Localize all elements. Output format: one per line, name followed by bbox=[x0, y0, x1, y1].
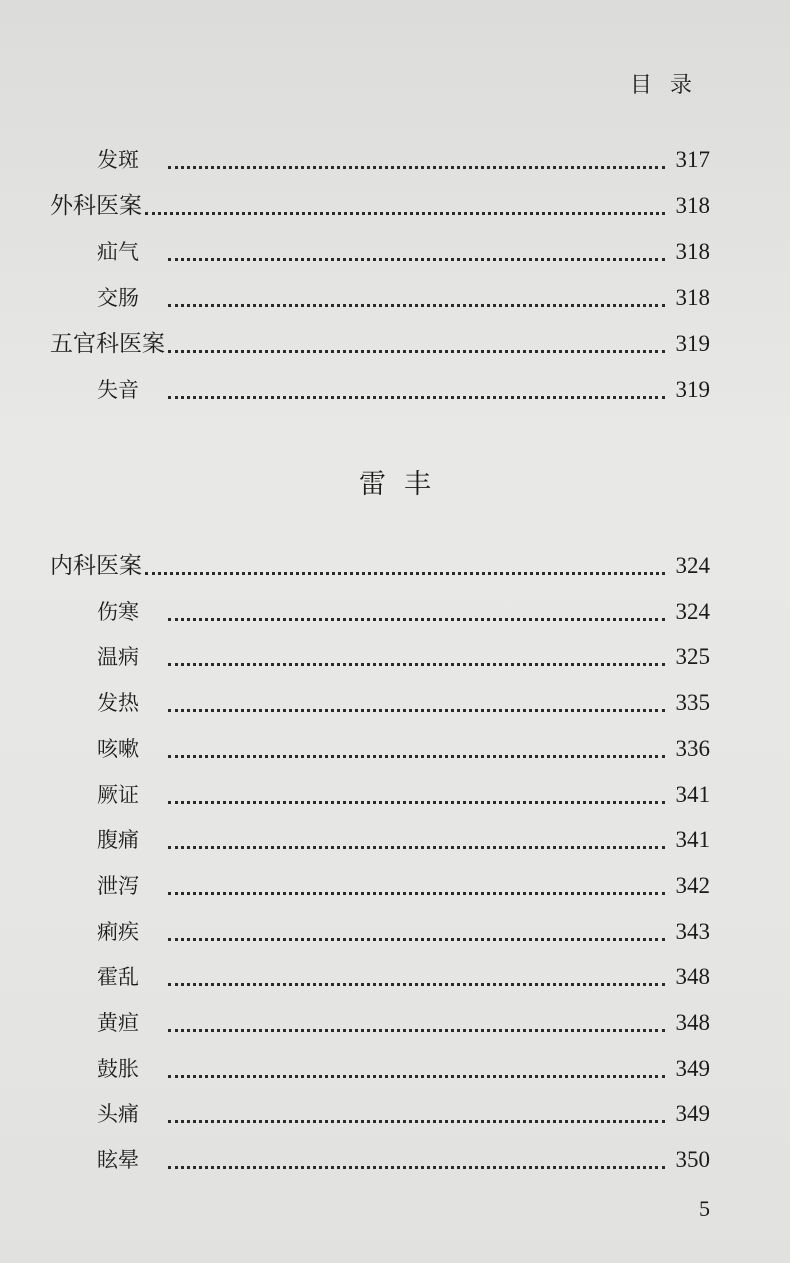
toc-entry-title: 交肠 bbox=[97, 286, 139, 310]
dot-leader bbox=[168, 663, 665, 666]
dot-leader bbox=[168, 1166, 665, 1169]
toc-entry-title: 温病 bbox=[97, 645, 139, 670]
toc-entry-title: 发热 bbox=[97, 691, 139, 716]
dot-leader bbox=[168, 1075, 665, 1078]
author-heading: 雷丰 bbox=[359, 469, 449, 500]
toc-entry-title: 黄疸 bbox=[97, 1011, 139, 1035]
dot-leader bbox=[168, 1120, 665, 1123]
toc-entry-page: 350 bbox=[675, 1147, 710, 1173]
toc-entry-title: 痢疾 bbox=[97, 919, 139, 944]
toc-entry bbox=[0, 637, 790, 677]
dot-leader bbox=[145, 212, 665, 215]
toc-entry-page: 319 bbox=[675, 377, 710, 402]
toc-entry-page: 318 bbox=[675, 285, 710, 310]
toc-entry-title: 外科医案 bbox=[50, 193, 142, 219]
dot-leader bbox=[168, 755, 665, 758]
toc-entry-title: 头痛 bbox=[97, 1102, 139, 1127]
toc-entry-page: 341 bbox=[675, 781, 710, 807]
toc-entry bbox=[0, 1094, 790, 1134]
toc-entry-title: 厥证 bbox=[97, 782, 139, 807]
toc-entry bbox=[0, 1049, 790, 1089]
toc-entry bbox=[0, 912, 790, 952]
toc-entry bbox=[0, 1003, 790, 1043]
toc-entry-page: 348 bbox=[675, 1010, 710, 1035]
dot-leader bbox=[168, 983, 665, 986]
toc-entry-page: 341 bbox=[675, 827, 710, 853]
toc-entry-page: 318 bbox=[675, 239, 710, 264]
page-number: 5 bbox=[699, 1196, 710, 1221]
toc-entry bbox=[0, 775, 790, 815]
dot-leader bbox=[168, 709, 665, 712]
dot-leader bbox=[168, 892, 665, 895]
toc-entry-title: 腹痛 bbox=[97, 828, 139, 853]
dot-leader bbox=[168, 1029, 665, 1032]
toc-entry-page: 349 bbox=[675, 1101, 710, 1127]
toc-entry-page: 317 bbox=[675, 147, 710, 172]
toc-entry bbox=[0, 957, 790, 997]
toc-entry-page: 318 bbox=[675, 193, 710, 218]
dot-leader bbox=[168, 166, 665, 169]
dot-leader bbox=[168, 258, 665, 261]
toc-entry-page: 343 bbox=[675, 918, 710, 944]
toc-entry bbox=[0, 592, 790, 632]
toc-entry-title: 泄泻 bbox=[97, 873, 139, 898]
toc-entry-title: 疝气 bbox=[97, 240, 139, 264]
dot-leader bbox=[168, 396, 665, 399]
toc-entry bbox=[0, 232, 790, 272]
toc-entry-page: 349 bbox=[675, 1055, 710, 1081]
toc-entry-title: 鼓胀 bbox=[97, 1056, 139, 1081]
toc-entry-title: 霍乱 bbox=[97, 965, 139, 990]
toc-entry-title: 发斑 bbox=[97, 148, 139, 172]
toc-entry bbox=[0, 324, 790, 364]
toc-entry bbox=[0, 820, 790, 860]
dot-leader bbox=[168, 846, 665, 849]
dot-leader bbox=[145, 572, 665, 575]
toc-entry-page: 325 bbox=[675, 644, 710, 670]
dot-leader bbox=[168, 618, 665, 621]
toc-entry bbox=[0, 729, 790, 769]
toc-entry-page: 336 bbox=[675, 735, 710, 761]
dot-leader bbox=[168, 801, 665, 804]
toc-entry-page: 324 bbox=[675, 553, 710, 578]
toc-entry-page: 335 bbox=[675, 690, 710, 716]
toc-entry bbox=[0, 683, 790, 723]
toc-entry-page: 348 bbox=[675, 964, 710, 990]
toc-entry-title: 咳嗽 bbox=[97, 736, 139, 761]
toc-entry bbox=[0, 546, 790, 586]
dot-leader bbox=[168, 304, 665, 307]
dot-leader bbox=[168, 938, 665, 941]
running-header: 目录 bbox=[629, 73, 710, 98]
toc-entry bbox=[0, 1140, 790, 1180]
toc-entry bbox=[0, 370, 790, 410]
toc-entry-title: 眩晕 bbox=[97, 1148, 139, 1173]
toc-entry-title: 失音 bbox=[97, 378, 139, 402]
toc-entry-page: 319 bbox=[675, 331, 710, 356]
toc-entry-page: 342 bbox=[675, 872, 710, 898]
toc-entry-title: 内科医案 bbox=[50, 553, 142, 579]
toc-entry bbox=[0, 866, 790, 906]
toc-entry-title: 伤寒 bbox=[97, 599, 139, 624]
toc-entry bbox=[0, 186, 790, 226]
toc-entry bbox=[0, 140, 790, 180]
toc-entry-page: 324 bbox=[675, 598, 710, 624]
toc-entry bbox=[0, 278, 790, 318]
dot-leader bbox=[168, 350, 665, 353]
toc-entry-title: 五官科医案 bbox=[50, 331, 165, 357]
